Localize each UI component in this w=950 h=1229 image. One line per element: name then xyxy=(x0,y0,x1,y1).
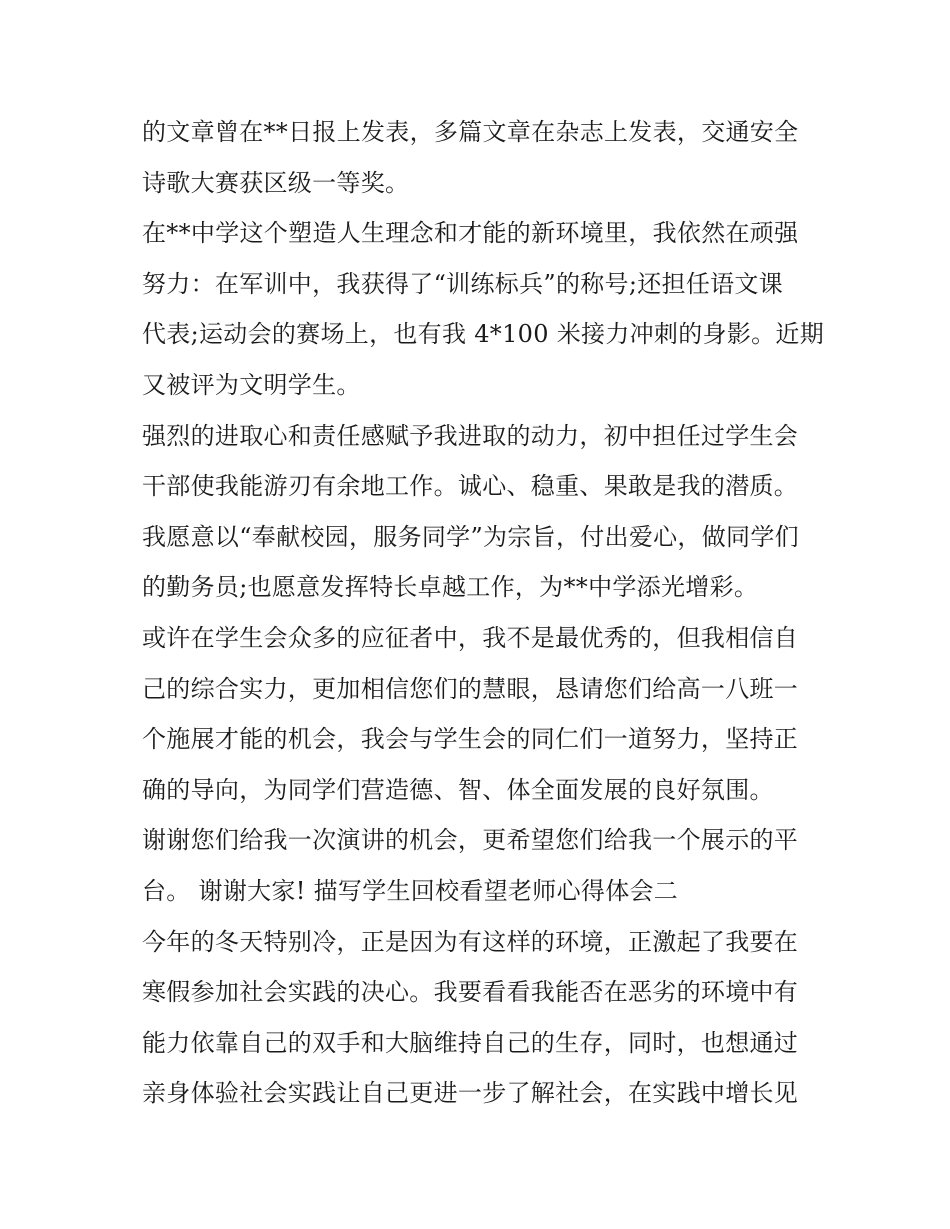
text-line: 代表;运动会的赛场上，也有我 4*100 米接力冲刺的身影。近期 xyxy=(142,320,825,349)
text-line: 诗歌大赛获区级一等奖。 xyxy=(142,168,410,197)
text-line: 或许在学生会众多的应征者中，我不是最优秀的，但我相信自 xyxy=(142,623,799,652)
text-line: 台。 谢谢大家! 描写学生回校看望老师心得体会二 xyxy=(142,876,679,905)
text-line: 能力依靠自己的双手和大脑维持自己的生存，同时，也想通过 xyxy=(142,1028,799,1057)
body-text xyxy=(142,107,825,1119)
text-line: 己的综合实力，更加相信您们的慧眼，恳请您们给高一八班一 xyxy=(142,674,799,703)
text-line: 又被评为文明学生。 xyxy=(142,370,361,399)
text-line: 强烈的进取心和责任感赋予我进取的动力，初中担任过学生会 xyxy=(142,421,799,450)
text-line: 努力：在军训中，我获得了“训练标兵”的称号;还担任语文课 xyxy=(142,269,784,298)
text-line: 亲身体验社会实践让自己更进一步了解社会，在实践中增长见 xyxy=(142,1079,799,1108)
text-line: 个施展才能的机会，我会与学生会的同仁们一道努力，坚持正 xyxy=(142,725,799,754)
text-line: 确的导向，为同学们营造德、智、体全面发展的良好氛围。 xyxy=(142,775,774,804)
text-line: 的勤务员;也愿意发挥特长卓越工作，为**中学添光增彩。 xyxy=(142,573,759,602)
text-line: 我愿意以“奉献校园，服务同学”为宗旨，付出爱心，做同学们 xyxy=(142,522,799,551)
text-line: 在**中学这个塑造人生理念和才能的新环境里，我依然在顽强 xyxy=(142,219,799,248)
text-line: 寒假参加社会实践的决心。我要看看我能否在恶劣的环境中有 xyxy=(142,978,799,1007)
text-line: 谢谢您们给我一次演讲的机会，更希望您们给我一个展示的平 xyxy=(142,826,799,855)
text-line: 干部使我能游刃有余地工作。诚心、稳重、果敢是我的潜质。 xyxy=(142,472,799,501)
text-line: 的文章曾在**日报上发表，多篇文章在杂志上发表，交通安全 xyxy=(142,118,799,146)
text-line: 今年的冬天特别冷，正是因为有这样的环境，正激起了我要在 xyxy=(142,927,799,956)
